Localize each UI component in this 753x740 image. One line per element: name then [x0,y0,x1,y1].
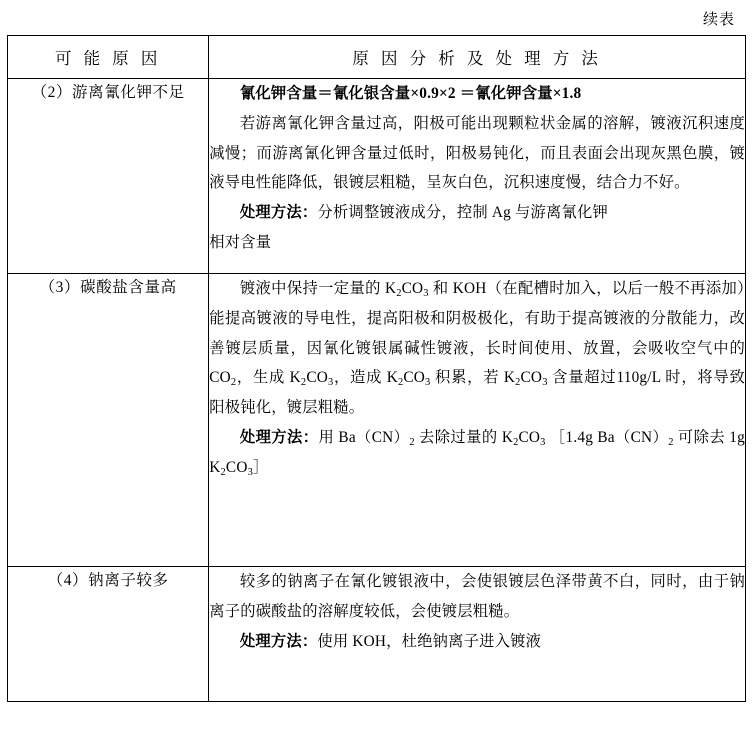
text-fragment: 镀液中保持一定量的 K [239,280,397,297]
analysis-body: 若游离氰化钾含量过高，阳极可能出现颗粒状金属的溶解，镀液沉积速度减慢；而游离氰化钾含量过低时，阳极易钝化，而且表面会出现灰黑色膜，镀液导电性能降低，银镀层粗糙，呈灰白色，沉积速度慢，结合力不好。 [209,114,745,192]
text-fragment: 去除过量的 K [414,429,514,447]
formula-line [209,79,745,109]
text-fragment: 积累，若 K [430,369,516,387]
subscript: 2 [220,466,226,478]
table-container [7,35,746,702]
method-text: 使用 KOH，杜绝钠离子进入镀液 [317,632,542,650]
subscript: 3 [540,437,546,449]
method-text: 分析调整镀液成分，控制 Ag 与游离氰化钾 [317,204,608,222]
cell-cause: （2）游离氰化钾不足 [8,79,209,274]
table-row [8,567,746,702]
text-fragment: 以后一般不再添加）能提高镀液的导电性，提高阳极和阴极极化，有助于提高镀液的分散能力，改善镀层质量，因氰化镀银属碱性镀液，长时间使用、放置，会吸收空气中的 [209,280,746,357]
text-fragment: 和 KOH（在配槽时加入， [428,280,612,297]
text-fragment: CO [403,369,426,387]
troubleshooting-table [7,35,746,702]
text-fragment: ，生成 K [236,369,301,387]
method-paragraph [209,627,745,657]
text-fragment: CO [209,369,231,387]
subscript: 2 [397,377,404,389]
analysis-body [209,274,745,423]
analysis-body: 较多的钠离子在氰化镀银液中，会使银镀层色泽带黄不白，同时，由于钠离子的碳酸盐的溶解度较低，会使镀层粗糙。 [209,573,745,620]
text-fragment: CO [518,429,541,447]
method-paragraph [209,198,745,228]
text-fragment: ，造成 K [333,369,398,387]
text-fragment: ［1.4g Ba [545,429,615,447]
text-fragment: CO [401,280,424,297]
text-fragment: 110g/L 时，将导致阳极钝化，镀层粗糙。 [209,369,746,417]
cell-analysis [209,567,746,702]
method-paragraph [209,423,745,483]
continued-table-label: 续表 [702,12,735,28]
method-label: 处理方法： [239,632,318,650]
subscript: 2 [515,377,521,389]
formula-text: 氰化钾含量＝氰化银含量×0.9×2 ＝氰化钾含量×1.8 [239,85,582,102]
table-row [8,79,746,274]
cell-cause: （4）钠离子较多 [8,567,209,702]
subscript: 3 [247,466,253,478]
method-label: 处理方法： [239,204,318,222]
subscript: 3 [423,287,429,299]
subscript: 2 [668,437,674,449]
text-fragment: （CN） [614,429,669,447]
method-label: 处理方法： [239,429,319,447]
text-fragment: CO [306,369,328,387]
method-paragraph-cont: 相对含量 [209,234,272,252]
text-fragment: CO [520,369,543,387]
column-header-analysis: 原 因 分 析 及 处 理 方 法 [209,36,746,79]
subscript: 3 [327,377,334,389]
subscript: 2 [396,287,402,299]
subscript: 2 [513,437,519,449]
subscript: 3 [425,377,431,389]
subscript: 2 [230,377,237,389]
text-fragment: 用 Ba（CN） [318,429,410,447]
cell-analysis [209,79,746,274]
text-fragment: ］ [252,458,269,476]
table-head [8,36,746,79]
subscript: 2 [300,377,307,389]
cell-cause: （3）碳酸盐含量高 [8,274,209,567]
table-header-row [8,36,746,79]
text-fragment: 含量超过 [547,369,617,387]
text-fragment: 可除去 1g K [209,429,745,476]
table-row [8,274,746,567]
column-header-cause: 可 能 原 因 [8,36,209,79]
subscript: 2 [409,437,415,449]
table-body [8,79,746,702]
subscript: 3 [542,377,548,389]
cell-analysis [209,274,746,567]
text-fragment: CO [225,458,248,476]
